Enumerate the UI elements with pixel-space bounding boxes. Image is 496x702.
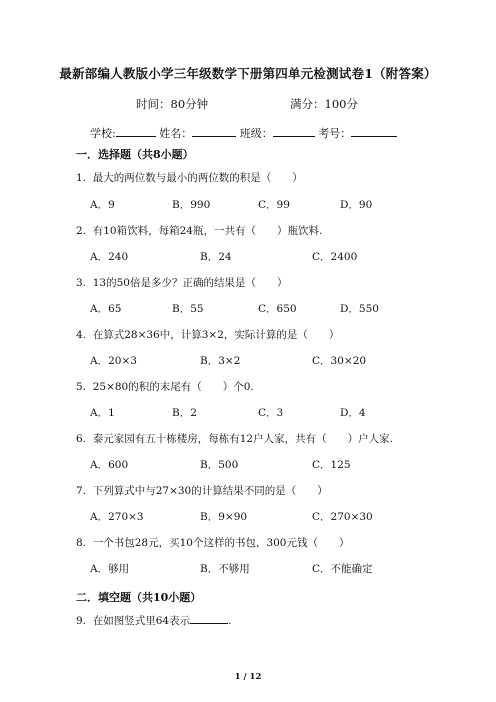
option-a[interactable]: A．1 bbox=[90, 407, 115, 419]
question-number: 5. bbox=[76, 381, 87, 393]
option-c[interactable]: C．3 bbox=[258, 407, 284, 419]
question-8 bbox=[76, 535, 349, 550]
class-blank[interactable] bbox=[273, 126, 315, 137]
school-blank[interactable] bbox=[116, 126, 156, 137]
option-b[interactable]: B．3×2 bbox=[200, 355, 241, 367]
option-b[interactable]: B．55 bbox=[172, 303, 204, 315]
class-label: 班级： bbox=[239, 127, 273, 140]
question-text: 最大的两位数与最小的两位数的积是（ ） bbox=[92, 172, 303, 184]
name-blank[interactable] bbox=[192, 126, 236, 137]
question-text: 在算式28×36中，计算3×2，实际计算的是（ ） bbox=[92, 329, 340, 341]
question-2 bbox=[76, 223, 322, 238]
option-a[interactable]: A．20×3 bbox=[90, 355, 137, 367]
question-text: 13的50倍是多少？正确的结果是（ ） bbox=[92, 277, 288, 289]
option-b[interactable]: B．500 bbox=[200, 459, 239, 471]
option-b[interactable]: B．不够用 bbox=[200, 563, 250, 575]
question-text: 有10箱饮料，每箱24瓶，一共有（ ）瓶饮料. bbox=[92, 225, 323, 237]
option-b[interactable]: B．9×90 bbox=[200, 511, 248, 523]
option-c[interactable]: C．650 bbox=[258, 303, 297, 315]
option-c[interactable]: C．不能确定 bbox=[312, 563, 373, 575]
question-number: 4. bbox=[76, 329, 87, 341]
option-a[interactable]: A．65 bbox=[90, 303, 122, 315]
option-a[interactable]: A．240 bbox=[90, 251, 129, 263]
question-text: 25×80的积的末尾有（ ）个0. bbox=[92, 381, 254, 393]
question-text: 在如图竖式里64表示 bbox=[92, 615, 191, 627]
option-d[interactable]: D．90 bbox=[340, 199, 373, 211]
school-label: 学校: bbox=[90, 127, 116, 140]
exam-no-blank[interactable] bbox=[351, 126, 397, 137]
question-number: 7. bbox=[76, 485, 87, 497]
student-info-row bbox=[90, 125, 397, 141]
question-number: 6. bbox=[76, 433, 87, 445]
document-title: 最新部编人教版小学三年级数学下册第四单元检测试卷1（附答案） bbox=[59, 66, 437, 81]
option-a[interactable]: A．270×3 bbox=[90, 511, 144, 523]
section-title-choice: 一．选择题（共8小题） bbox=[76, 148, 194, 161]
option-c[interactable]: C．125 bbox=[312, 459, 351, 471]
question-4 bbox=[76, 327, 339, 342]
question-text: 泰元家园有五十栋楼房，每栋有12户人家，共有（ ）户人家. bbox=[92, 433, 393, 445]
question-number: 9. bbox=[76, 615, 87, 627]
option-c[interactable]: C．270×30 bbox=[312, 511, 373, 523]
option-d[interactable]: D．550 bbox=[340, 303, 379, 315]
option-a[interactable]: A．够用 bbox=[90, 563, 130, 575]
question-number: 3. bbox=[76, 277, 87, 289]
section-title-fill: 二．填空题（共10小题） bbox=[76, 591, 202, 604]
question-text: 下列算式中与27×30的计算结果不同的是（ ） bbox=[92, 485, 328, 497]
question-end: . bbox=[228, 615, 232, 627]
question-6 bbox=[76, 431, 393, 446]
name-label: 姓名： bbox=[159, 127, 193, 140]
option-c[interactable]: C．30×20 bbox=[312, 355, 367, 367]
exam-no-label: 考号： bbox=[318, 127, 352, 140]
option-b[interactable]: B．990 bbox=[172, 199, 211, 211]
question-number: 8. bbox=[76, 537, 87, 549]
answer-blank[interactable] bbox=[190, 613, 228, 624]
option-b[interactable]: B．24 bbox=[200, 251, 232, 263]
question-9 bbox=[76, 613, 231, 628]
page-number: 1 / 12 bbox=[234, 672, 262, 682]
option-a[interactable]: A．9 bbox=[90, 199, 115, 211]
time-limit: 时间：80分钟 bbox=[136, 97, 209, 111]
question-5 bbox=[76, 379, 254, 394]
question-7 bbox=[76, 483, 328, 498]
option-c[interactable]: C．2400 bbox=[312, 251, 358, 263]
full-score: 满分：100分 bbox=[290, 97, 358, 111]
option-c[interactable]: C．99 bbox=[258, 199, 290, 211]
option-d[interactable]: D．4 bbox=[340, 407, 366, 419]
option-a[interactable]: A．600 bbox=[90, 459, 129, 471]
question-3 bbox=[76, 275, 287, 290]
question-1 bbox=[76, 170, 303, 185]
question-number: 1. bbox=[76, 172, 87, 184]
question-number: 2. bbox=[76, 225, 87, 237]
option-b[interactable]: B．2 bbox=[172, 407, 197, 419]
question-text: 一个书包28元，买10个这样的书包，300元钱（ ） bbox=[92, 537, 350, 549]
